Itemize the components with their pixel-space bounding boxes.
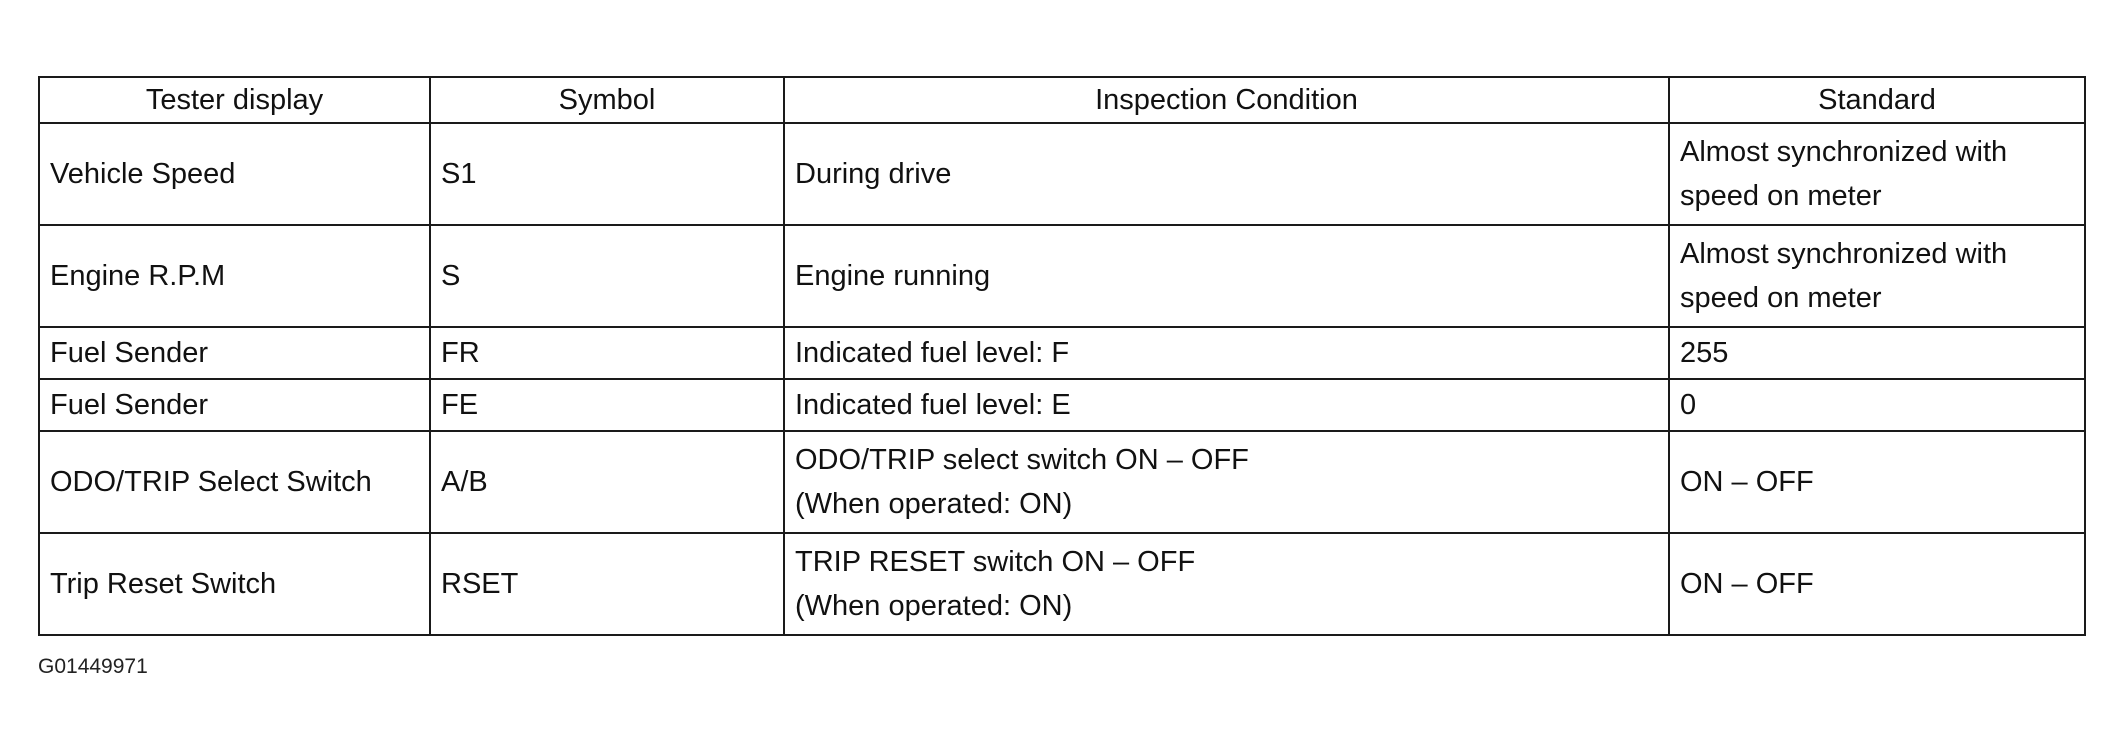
table-row — [39, 327, 2085, 379]
cell-tester-display: Trip Reset Switch — [39, 533, 430, 635]
cell-tester-display: ODO/TRIP Select Switch — [39, 431, 430, 533]
header-inspection-condition: Inspection Condition — [784, 77, 1669, 123]
standard-line: Almost synchronized with — [1680, 136, 2008, 168]
table-header-row — [39, 77, 2085, 123]
cell-condition — [784, 431, 1669, 533]
standard-line: 0 — [1680, 389, 1697, 421]
cell-standard — [1669, 533, 2085, 635]
condition-line: (When operated: ON) — [795, 488, 1073, 520]
cell-condition — [784, 225, 1669, 327]
cell-condition — [784, 379, 1669, 431]
cell-tester-display: Engine R.P.M — [39, 225, 430, 327]
table-row — [39, 379, 2085, 431]
condition-line: TRIP RESET switch ON – OFF — [795, 546, 1196, 578]
standard-line: speed on meter — [1680, 180, 1882, 212]
table-row — [39, 431, 2085, 533]
condition-line: ODO/TRIP select switch ON – OFF — [795, 444, 1249, 476]
header-standard: Standard — [1669, 77, 2085, 123]
cell-standard — [1669, 379, 2085, 431]
cell-standard — [1669, 431, 2085, 533]
standard-line: ON – OFF — [1680, 568, 1814, 600]
cell-condition — [784, 327, 1669, 379]
header-symbol: Symbol — [430, 77, 784, 123]
condition-line: Indicated fuel level: F — [795, 337, 1070, 369]
header-tester-display: Tester display — [39, 77, 430, 123]
table-row — [39, 225, 2085, 327]
cell-tester-display: Fuel Sender — [39, 379, 430, 431]
cell-symbol: A/B — [430, 431, 784, 533]
condition-line: (When operated: ON) — [795, 590, 1073, 622]
cell-standard — [1669, 327, 2085, 379]
cell-condition — [784, 123, 1669, 225]
cell-tester-display: Vehicle Speed — [39, 123, 430, 225]
table-row — [39, 533, 2085, 635]
condition-line: Indicated fuel level: E — [795, 389, 1071, 421]
cell-symbol: RSET — [430, 533, 784, 635]
cell-symbol: S — [430, 225, 784, 327]
cell-symbol: FR — [430, 327, 784, 379]
figure-id: G01449971 — [38, 655, 148, 678]
table-row — [39, 123, 2085, 225]
cell-symbol: FE — [430, 379, 784, 431]
cell-symbol: S1 — [430, 123, 784, 225]
inspection-table — [38, 76, 2086, 636]
standard-line: ON – OFF — [1680, 466, 1814, 498]
condition-line: During drive — [795, 158, 952, 190]
cell-standard — [1669, 225, 2085, 327]
condition-line: Engine running — [795, 260, 991, 292]
cell-condition — [784, 533, 1669, 635]
standard-line: Almost synchronized with — [1680, 238, 2008, 270]
standard-line: 255 — [1680, 337, 1729, 369]
cell-standard — [1669, 123, 2085, 225]
standard-line: speed on meter — [1680, 282, 1882, 314]
cell-tester-display: Fuel Sender — [39, 327, 430, 379]
